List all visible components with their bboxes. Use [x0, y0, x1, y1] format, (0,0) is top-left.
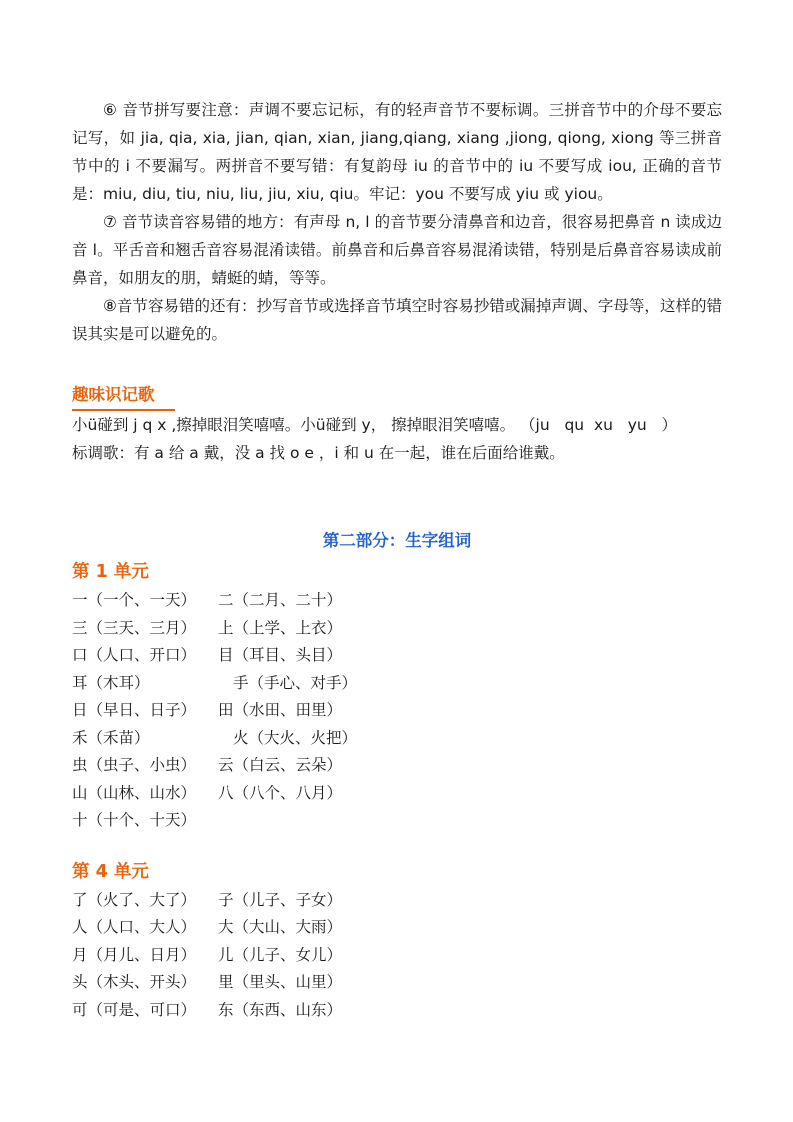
word-entry: 一（一个、一天）	[72, 591, 197, 609]
unit-heading: 第 4 单元	[72, 861, 149, 882]
word-entry: 十（十个、十天）	[72, 811, 197, 829]
document-page	[72, 96, 722, 1024]
word-entry: 了（火了、大了）	[72, 890, 197, 909]
unit-section	[72, 557, 722, 835]
word-entry: 耳（木耳）	[72, 673, 150, 692]
word-row	[72, 642, 722, 670]
word-entry: 虫（虫子、小虫）	[72, 756, 197, 774]
word-entry: 禾（禾苗）	[72, 728, 150, 747]
fun-section-heading: 趣味识记歌	[72, 381, 175, 411]
word-row	[72, 887, 722, 915]
word-row	[72, 725, 722, 753]
word-entry: 目（耳目、头目）	[218, 646, 343, 664]
word-row	[72, 969, 722, 997]
paragraph-syllable-reading: ⑦ 音节读音容易错的地方：有声母 n, l 的音节要分清鼻音和边音，很容易把鼻音 n 读成边音 l。平舌音和翘舌音容易混淆读错。前鼻音和后鼻音容易混淆读错，特别是后鼻音容易读成前鼻音，如朋友的朋，蜻蜓的蜻，等等。	[72, 213, 722, 287]
word-row	[72, 780, 722, 808]
word-row	[72, 997, 722, 1025]
word-row	[72, 807, 722, 835]
word-entry: 人（人口、大人）	[72, 918, 197, 936]
word-entry: 子（儿子、子女）	[218, 890, 343, 909]
word-entry: 月（月儿、日月）	[72, 945, 197, 964]
word-entry: 火（大火、火把）	[233, 728, 358, 747]
word-row	[72, 697, 722, 725]
unit-section	[72, 857, 722, 1025]
word-entry: 云（白云、云朵）	[218, 756, 343, 774]
word-entry: 可（可是、可口）	[72, 1000, 197, 1019]
word-row	[72, 942, 722, 970]
word-entry: 手（手心、对手）	[233, 673, 358, 692]
word-entry: 儿（儿子、女儿）	[218, 945, 343, 964]
word-row	[72, 587, 722, 615]
word-entry: 头（木头、开头）	[72, 973, 197, 991]
fun-rhyme-line: 标调歌：有 a 给 a 戴，没 a 找 o e ，i 和 u 在一起，谁在后面给谁戴。	[72, 444, 565, 462]
word-entry: 日（早日、日子）	[72, 701, 197, 719]
word-row	[72, 615, 722, 643]
word-entry: 大（大山、大雨）	[218, 918, 343, 936]
fun-rhyme-line: 小ü碰到 j q x ,擦掉眼泪笑嘻嘻。小ü碰到 y， 擦掉眼泪笑嘻嘻。 （ju qu xu yu ）	[72, 416, 678, 434]
word-entry: 二（二月、二十）	[218, 591, 343, 609]
word-row	[72, 752, 722, 780]
paragraph-syllable-spelling: ⑥ 音节拼写要注意：声调不要忘记标，有的轻声音节不要标调。三拼音节中的介母不要忘记写，如 jia, qia, xia, jian, qian, xian, jiang,qiang, xiang ,jiong, qiong, xiong 等三拼音节中的 i 不要漏写。两拼音不要写错：有复韵母 iu 的音节中的 iu 不要写成 iou, 正确的音节是：miu, diu, tiu, niu, liu, jiu, xiu, qiu。牢记：you 不要写成 yiu 或 yiou。	[72, 101, 722, 203]
word-entry: 上（上学、上衣）	[218, 618, 343, 637]
word-entry: 八（八个、八月）	[218, 783, 343, 802]
paragraph-syllable-errors: ⑧音节容易错的还有：抄写音节或选择音节填空时容易抄错或漏掉声调、字母等，这样的错误其实是可以避免的。	[72, 297, 722, 343]
word-entry: 里（里头、山里）	[218, 973, 343, 991]
word-entry: 口（人口、开口）	[72, 646, 197, 664]
word-entry: 山（山林、山水）	[72, 783, 197, 802]
word-entry: 东（东西、山东）	[218, 1000, 343, 1019]
part-two-title: 第二部分：生字组词	[322, 531, 472, 550]
word-row	[72, 914, 722, 942]
fun-section	[72, 348, 722, 467]
word-row	[72, 670, 722, 698]
unit-heading: 第 1 单元	[72, 562, 149, 582]
word-entry: 田（水田、田里）	[218, 701, 343, 719]
word-entry: 三（三天、三月）	[72, 618, 197, 637]
